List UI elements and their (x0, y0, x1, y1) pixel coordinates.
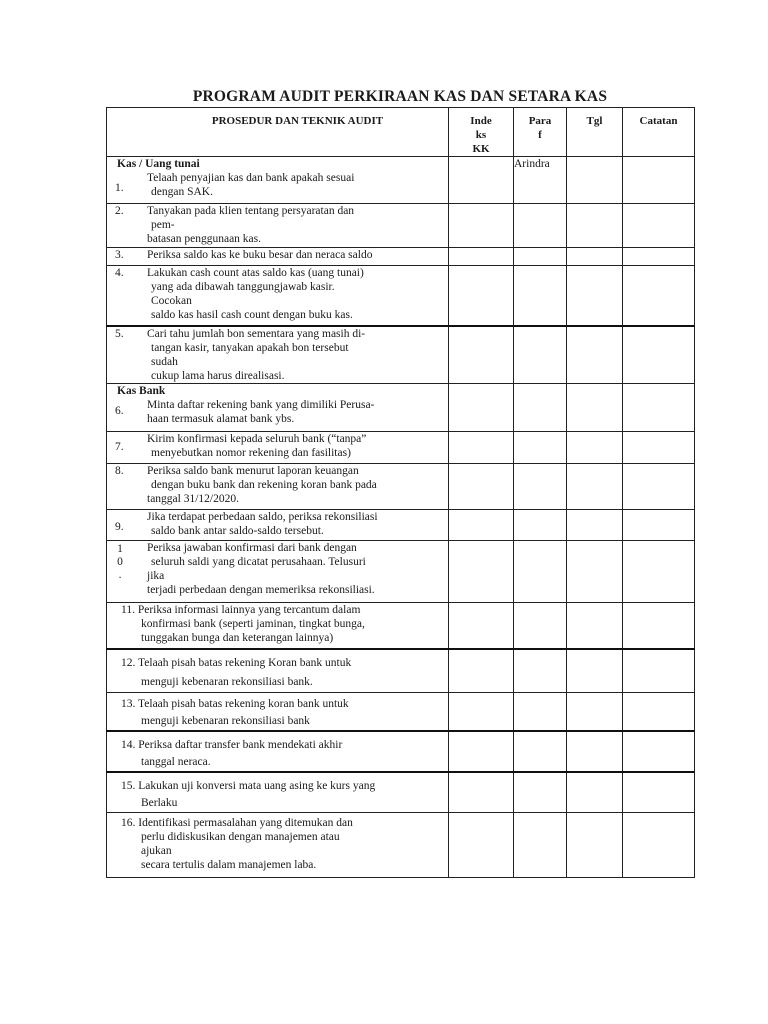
notes-cell (623, 510, 695, 541)
procedure-text: 12. Telaah pisah batas rekening Koran bank untuk (121, 656, 352, 669)
section-heading-cash: Kas / Uang tunai (117, 158, 200, 170)
procedure-cell (107, 772, 449, 813)
table-row (107, 812, 695, 877)
index-cell (449, 204, 514, 248)
procedure-text: haan termasuk alamat bank ybs. (147, 413, 295, 425)
procedure-text: menguji kebenaran rekonsiliasi bank (141, 714, 310, 727)
paraf-cell (514, 510, 567, 541)
index-cell (449, 248, 514, 266)
procedure-cell (107, 326, 449, 384)
header-row (107, 108, 695, 157)
table-row (107, 464, 695, 510)
section-heading-bank: Kas Bank (117, 385, 166, 397)
notes-cell (623, 541, 695, 603)
procedure-cell (107, 692, 449, 731)
notes-cell (623, 603, 695, 649)
date-cell (567, 432, 623, 464)
notes-cell (623, 772, 695, 813)
date-cell (567, 541, 623, 603)
procedure-text: Cari tahu jumlah bon sementara yang masih di- (147, 327, 366, 340)
table-row (107, 204, 695, 248)
notes-cell (623, 266, 695, 326)
procedure-text: secara tertulis dalam manajemen laba. (141, 858, 317, 871)
procedure-text: Periksa saldo bank menurut laporan keuangan (147, 465, 359, 477)
index-cell (449, 266, 514, 326)
header-index-line-2: ks (475, 129, 487, 141)
procedure-text: 14. Periksa daftar transfer bank mendekati akhir (121, 738, 343, 751)
procedure-cell (107, 248, 449, 266)
date-cell (567, 266, 623, 326)
procedure-text: saldo bank antar saldo-saldo tersebut. (151, 525, 324, 537)
table-row (107, 541, 695, 603)
procedure-text: saldo kas hasil cash count dengan buku kas. (151, 309, 353, 321)
header-paraf (514, 108, 567, 157)
index-cell (449, 731, 514, 772)
header-paraf-line-2: f (538, 129, 542, 141)
paraf-cell (514, 812, 567, 877)
paraf-cell (514, 432, 567, 464)
procedure-text: Kirim konfirmasi kepada seluruh bank (“tanpa” (147, 433, 367, 445)
paraf-cell: Arindra (514, 157, 567, 204)
row-number-part: . (118, 569, 122, 581)
index-cell (449, 772, 514, 813)
date-cell (567, 692, 623, 731)
date-cell (567, 812, 623, 877)
notes-cell (623, 731, 695, 772)
procedure-text: sudah (151, 355, 178, 368)
header-date: Tgl (567, 108, 623, 157)
procedure-cell (107, 731, 449, 772)
procedure-text: jika (147, 570, 165, 582)
notes-cell (623, 204, 695, 248)
table-row (107, 731, 695, 772)
date-cell (567, 603, 623, 649)
index-cell (449, 384, 514, 432)
paraf-cell (514, 731, 567, 772)
paraf-cell (514, 464, 567, 510)
procedure-text: menguji kebenaran rekonsiliasi bank. (141, 675, 313, 688)
procedure-text: Lakukan cash count atas saldo kas (uang tunai) (147, 267, 364, 279)
paraf-cell (514, 326, 567, 384)
procedure-cell (107, 541, 449, 603)
procedure-text: tanggal 31/12/2020. (147, 493, 239, 505)
index-cell (449, 510, 514, 541)
header-index-line-1: Inde (470, 115, 492, 127)
table-row (107, 649, 695, 693)
paraf-cell (514, 692, 567, 731)
index-cell (449, 432, 514, 464)
notes-cell (623, 692, 695, 731)
paraf-cell (514, 384, 567, 432)
notes-cell (623, 157, 695, 204)
procedure-text: Periksa jawaban konfirmasi dari bank dengan (147, 542, 357, 554)
header-paraf-line-1: Para (528, 115, 552, 127)
row-number-part: 0 (117, 556, 123, 568)
index-cell (449, 812, 514, 877)
table-row (107, 772, 695, 813)
row-number: 3. (115, 249, 124, 261)
table-row (107, 510, 695, 541)
index-cell (449, 541, 514, 603)
procedure-text: tunggakan bunga dan keterangan lainnya) (141, 632, 334, 644)
row-number (115, 543, 125, 582)
procedure-text: Periksa saldo kas ke buku besar dan neraca saldo (147, 249, 373, 261)
notes-cell (623, 464, 695, 510)
procedure-text: Cocokan (151, 295, 192, 307)
procedure-text: terjadi perbedaan dengan memeriksa rekonsiliasi. (147, 584, 375, 596)
document-title: PROGRAM AUDIT PERKIRAAN KAS DAN SETARA KAS (192, 88, 608, 105)
procedure-cell (107, 266, 449, 326)
procedure-text: seluruh saldi yang dicatat perusahaan. Telusuri (151, 556, 366, 568)
row-number: 2. (115, 205, 124, 217)
notes-cell (623, 432, 695, 464)
procedure-cell (107, 603, 449, 649)
procedure-text: 11. Periksa informasi lainnya yang tercantum dalam (121, 604, 361, 616)
date-cell (567, 731, 623, 772)
audit-program-table (106, 107, 695, 878)
row-number: 1. (115, 182, 124, 194)
procedure-text: 15. Lakukan uji konversi mata uang asing ke kurs yang (121, 779, 376, 792)
procedure-text: Minta daftar rekening bank yang dimiliki Perusa- (147, 399, 375, 411)
notes-cell (623, 326, 695, 384)
paraf-cell (514, 603, 567, 649)
header-index (449, 108, 514, 157)
procedure-text: Telaah penyajian kas dan bank apakah sesuai (147, 172, 355, 184)
date-cell (567, 464, 623, 510)
paraf-cell (514, 541, 567, 603)
procedure-text: Tanyakan pada klien tentang persyaratan dan (147, 205, 355, 217)
index-cell (449, 603, 514, 649)
date-cell (567, 248, 623, 266)
paraf-cell (514, 266, 567, 326)
paraf-cell (514, 204, 567, 248)
procedure-text: Berlaku (141, 796, 178, 809)
procedure-cell (107, 510, 449, 541)
procedure-cell (107, 464, 449, 510)
date-cell (567, 510, 623, 541)
procedure-text: tangan kasir, tanyakan apakah bon tersebut (151, 341, 349, 354)
procedure-cell (107, 812, 449, 877)
row-number-part: 1 (117, 543, 123, 555)
procedure-cell (107, 204, 449, 248)
row-number: 4. (115, 267, 124, 279)
procedure-cell (107, 432, 449, 464)
date-cell (567, 772, 623, 813)
row-number: 6. (115, 405, 124, 417)
header-notes: Catatan (623, 108, 695, 157)
paraf-cell (514, 248, 567, 266)
index-cell (449, 326, 514, 384)
procedure-cell (107, 157, 449, 204)
date-cell (567, 649, 623, 693)
procedure-text: konfirmasi bank (seperti jaminan, tingkat bunga, (141, 618, 365, 630)
index-cell (449, 157, 514, 204)
table-row (107, 603, 695, 649)
notes-cell (623, 248, 695, 266)
table-row (107, 266, 695, 326)
procedure-text: tanggal neraca. (141, 755, 211, 768)
procedure-cell (107, 384, 449, 432)
procedure-text: 16. Identifikasi permasalahan yang ditemukan dan (121, 816, 353, 829)
procedure-text: dengan buku bank dan rekening koran bank pada (151, 479, 377, 491)
procedure-text: menyebutkan nomor rekening dan fasilitas) (151, 447, 351, 459)
procedure-cell (107, 649, 449, 693)
date-cell (567, 384, 623, 432)
index-cell (449, 464, 514, 510)
procedure-text: 13. Telaah pisah batas rekening koran bank untuk (121, 697, 349, 710)
procedure-text: yang ada dibawah tanggungjawab kasir. (151, 281, 335, 293)
index-cell (449, 649, 514, 693)
procedure-text: ajukan (141, 844, 172, 857)
date-cell (567, 204, 623, 248)
header-procedure: PROSEDUR DAN TEKNIK AUDIT (107, 108, 449, 157)
procedure-text: dengan SAK. (151, 186, 213, 198)
date-cell (567, 326, 623, 384)
table-row (107, 248, 695, 266)
procedure-text: cukup lama harus direalisasi. (151, 369, 285, 382)
row-number: 5. (115, 327, 124, 340)
procedure-text: perlu didiskusikan dengan manajemen atau (141, 830, 340, 843)
date-cell (567, 157, 623, 204)
header-index-line-3: KK (472, 143, 490, 155)
paraf-cell (514, 649, 567, 693)
row-number: 9. (115, 521, 124, 533)
row-number: 8. (115, 465, 124, 477)
procedure-text: batasan penggunaan kas. (147, 233, 262, 245)
notes-cell (623, 812, 695, 877)
procedure-text: pem- (151, 219, 175, 231)
table-row (107, 326, 695, 384)
row-number: 7. (115, 441, 124, 453)
table-row (107, 432, 695, 464)
notes-cell (623, 649, 695, 693)
table-row (107, 384, 695, 432)
index-cell (449, 692, 514, 731)
table-row (107, 157, 695, 204)
procedure-text: Jika terdapat perbedaan saldo, periksa rekonsiliasi (147, 511, 378, 523)
table-row (107, 692, 695, 731)
notes-cell (623, 384, 695, 432)
paraf-cell (514, 772, 567, 813)
